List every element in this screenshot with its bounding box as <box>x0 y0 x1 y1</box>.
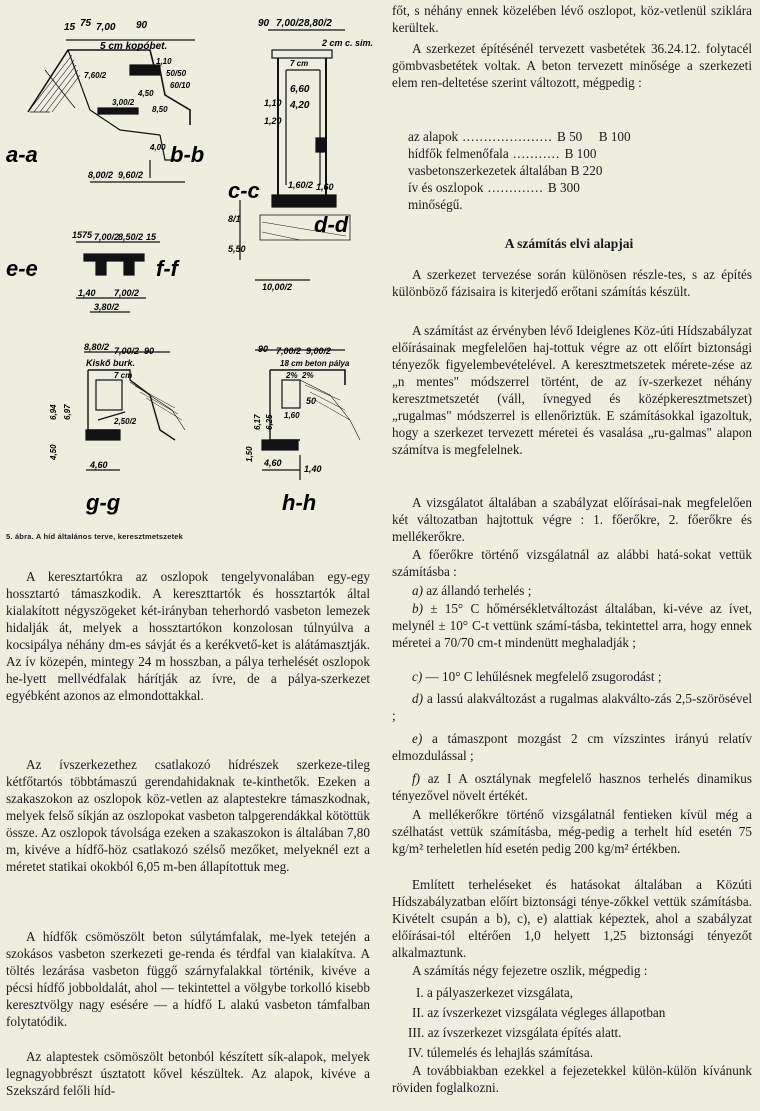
paragraph <box>6 928 370 1030</box>
chapter-text: túlemelés és lehajlás számítása. <box>426 1045 594 1060</box>
dim-label: 75 <box>80 18 92 29</box>
section-label-h: h-h <box>282 490 317 515</box>
dim-label: Kiskő burk. <box>86 358 136 368</box>
paragraph-text: A szerkezet építésénél tervezett vasbetétek 36.24.12. folytacél gömbvasbetétek voltak. A beton tervezett minősége a szerkezeti elem ren-deltetése szerint változott, mégpedig : <box>392 41 752 90</box>
dim-label: 6,60 <box>290 84 310 95</box>
dim-label: 1,20 <box>264 116 282 126</box>
paragraph-text: A mellékerőkre történő vizsgálatnál fentieken kívül még a szélhatást vettük számításba, még-pedig a terhelt híd esetén 75 kg/m² terheletlen híd esetén pedig 200 kg/m² értékben. <box>392 807 752 856</box>
list-text: az állandó terhelés ; <box>426 583 532 598</box>
dim-label: 15 <box>64 22 76 33</box>
grade-value: B 100 <box>564 146 597 161</box>
paragraph <box>392 962 752 979</box>
section-label-e: e-e <box>6 256 38 281</box>
dim-label: 1,60 <box>284 411 300 420</box>
paragraph <box>392 40 752 91</box>
dim-label: 90 <box>136 20 148 31</box>
paragraph-text: A számítást az érvényben lévő Ideiglenes Köz-úti Hídszabályzat előírásainak megfelelően haj-tottuk végre az ott előírt biztonsági tényezők figyelembevételével. A keresztmetszetek mérete-zése az „n mentes" módszerrel történt, de az ív-szerkezet néhány keresztmetszetét (váll, ívnegyed és középkeresztmetszet) „rugalmas" módszerrel is ellenőriztük. E számításokkal igazoltuk, hogy a szerkezet tervezett méretei és vasalása „ru-galmas" alapon számítva is megfelelnek. <box>392 323 752 457</box>
list-item <box>392 668 752 685</box>
list-text: a lassú alakváltozást a rugalmas alakválto-zás 2,5-szörösével ; <box>392 691 753 723</box>
dim-label: 90 <box>258 18 270 29</box>
dim-label: 8/1 <box>228 214 241 224</box>
list-text: a támaszpont mozgást 2 cm vízszintes irányú relatív elmozdulással ; <box>392 731 752 763</box>
dim-label: 50 <box>306 396 317 406</box>
dim-label: 7,00/2 <box>94 232 120 242</box>
paragraph <box>6 1048 370 1099</box>
dim-label: 2 cm c. sim. <box>322 38 374 48</box>
dim-label: 9,00/2 <box>306 346 332 356</box>
dim-label: 8,80/2 <box>84 342 110 352</box>
paragraph-text: Az alaptestek csömöszölt betonból készített sík-alapok, melyek legnagyobbrészt úsztatott kővel készültek. Az alapok, kivéve a Szekszárd felőli híd- <box>6 1049 370 1098</box>
dim-label: 7,00 <box>96 22 116 33</box>
dim-label: 4,60 <box>264 458 282 468</box>
paragraph <box>392 876 752 961</box>
cross-section-figure <box>0 0 378 560</box>
dim-label: 90 <box>144 346 155 356</box>
dim-label: 1,50 <box>245 446 254 462</box>
chapter-item <box>408 1024 621 1041</box>
cross-section-drawing <box>0 0 378 530</box>
dim-label: 4,50 <box>138 89 154 98</box>
dim-label: 60/10 <box>170 81 191 90</box>
dim-label: 50/50 <box>166 69 187 78</box>
list-key: f) <box>412 771 421 786</box>
grade-name: az alapok <box>408 129 459 144</box>
list-item <box>392 770 752 804</box>
dim-label: 18 cm beton pálya <box>280 359 350 368</box>
grade-row: ív és oszlopok ............. B 300 <box>408 180 580 195</box>
list-key: c) <box>412 669 423 684</box>
dim-label: 7,60/2 <box>84 71 107 80</box>
list-key: e) <box>412 731 423 746</box>
list-text: az I A osztálynak megfelelő hasznos terhelés dinamikus tényezővel növelt értékét. <box>392 771 752 803</box>
chapter-item <box>408 1044 593 1061</box>
paragraph-text: A vizsgálatot általában a szabályzat előírásai-nak megfelelően két változatban hajtottuk végre : 1. főerőkre, 2. főerőkre és mellékerőkre. <box>392 495 752 544</box>
paragraph-text: Az ívszerkezethez csatlakozó hídrészek szerkeze-tileg kétfőtartós többtámaszú gerendahidaknak te-kinthetők. Ezeken a szakaszokon az oszlopok köz-vetlen az alaptestekre támaszkodnak, melyek felső síkján az oszlopokat vasbeton talpgerendákkal kötöttük össze. Az oszlopok távolsága ezeken a szakaszokon is általában 7,80 m, kivéve a hídfő-höz csatlakozó szélső mezőket, melyeknél ezt a méretet statikai okokból 6,05 m-ben állapítottuk meg. <box>6 757 370 874</box>
dim-label: 2,50/2 <box>114 417 137 426</box>
dim-label: 6,97 <box>63 404 72 420</box>
paragraph-text: A főerőkre történő vizsgálatnál az alábbi hatá-sokat vettük számításba : <box>392 547 752 579</box>
dim-label: 8,80/2 <box>304 18 332 29</box>
dim-label: 7,00/2 <box>114 288 140 298</box>
paragraph-text: A keresztartókra az oszlopok tengelyvonalában egy-egy hossztartó támaszkodik. A kereszttartók és hossztartók által kialakított négyszögeket két-irányban teherhordó vasbeton lemezek hidalják át, melyek a hossztartókon konzolosan túlnyúlva a kocsipálya néhány dm-es sávját és a kerékvető-ket is alátámasztják. Az ív közepén, mintegy 24 m hosszban, a pálya terhelését oszlopok he-lyett mellvédfalak hárítják az ívre, de a pálya-szerkezet egyébként azonos az elmondottakkal. <box>6 569 370 703</box>
list-key: d) <box>412 691 423 706</box>
list-item <box>392 600 752 651</box>
section-label-f: f-f <box>156 256 178 281</box>
section-heading: A számítás elvi alapjai <box>504 236 634 251</box>
list-item <box>392 690 752 724</box>
grade-row: az alapok ..................... B 50 B 100 <box>408 129 631 144</box>
dim-label: 5 cm kopóbet. <box>100 41 168 52</box>
paragraph <box>392 266 752 300</box>
paragraph <box>6 756 370 875</box>
paragraph <box>392 322 752 458</box>
dim-label: 75 <box>82 230 93 240</box>
dim-label: 90 <box>258 344 269 354</box>
dim-label: 8,50 <box>152 105 168 114</box>
dim-label: 1,40 <box>304 464 322 474</box>
chapter-text: az ívszerkezet vizsgálata építés alatt. <box>427 1025 622 1040</box>
dim-label: 15 <box>72 230 83 240</box>
grade-name: hídfők felmenőfala <box>408 146 509 161</box>
dim-label: 1,10 <box>264 98 282 108</box>
grade-row: hídfők felmenőfala ........... B 100 <box>408 146 597 161</box>
paragraph-text: A továbbiakban ezekkel a fejezetekkel külön-külön kívánunk röviden foglalkozni. <box>392 1063 752 1095</box>
chapter-key: I. <box>416 985 424 1000</box>
chapter-text: a pályaszerkezet vizsgálata, <box>427 985 574 1000</box>
paragraph <box>392 1062 752 1096</box>
list-text: — 10° C lehűlésnek megfelelő zsugorodást ; <box>425 669 662 684</box>
paragraph <box>6 568 370 704</box>
figure-caption: 5. ábra. A híd általános terve, keresztmetszetek <box>6 532 184 541</box>
dim-label: 4,60 <box>90 460 108 470</box>
dim-label: 1,10 <box>156 57 172 66</box>
paragraph-text: A számítás négy fejezetre oszlik, mégpedig : <box>412 963 648 978</box>
dim-label: 1,60 <box>316 182 334 192</box>
dim-label: 1,40 <box>78 288 96 298</box>
paragraph-text: A hídfők csömöszölt beton súlytámfalak, me-lyek tetején a szokásos vasbeton szerkezeti ge-renda és térdfal van kialakítva. A töltés lezárása vasbeton függő szárnyfalakkal történik, kivéve a pécsi hídfő jobboldalát, ahol — tekintettel a völgybe torkolló kisebb keresztvölgy nagy esésére — a hídfő L alakú vasbeton támfalban folytatódik. <box>6 929 370 1029</box>
dim-label: 7,00/2 <box>276 18 304 29</box>
grade-value: B 50 <box>556 129 583 144</box>
list-item <box>392 582 752 599</box>
chapter-key: III. <box>408 1025 425 1040</box>
dim-label: 3,80/2 <box>94 302 120 312</box>
section-label-d: d-d <box>314 212 349 237</box>
dim-label: 10,00/2 <box>262 282 293 292</box>
chapter-text: az ívszerkezet vizsgálata végleges állapotban <box>427 1005 666 1020</box>
grade-name: vasbetonszerkezetek általában <box>408 163 568 178</box>
grade-row <box>408 162 602 179</box>
dim-label: 1,60/2 <box>288 180 314 190</box>
section-label-a: a-a <box>6 142 38 167</box>
section-label-b: b-b <box>170 142 205 167</box>
chapter-key: IV. <box>408 1045 424 1060</box>
dim-label: 4,00 <box>150 143 166 152</box>
chapter-item <box>416 984 573 1001</box>
dim-label: 7 cm <box>114 371 133 380</box>
chapter-item <box>412 1004 665 1021</box>
dim-label: 6,25 <box>265 414 274 430</box>
dim-label: 7,00/2 <box>276 346 302 356</box>
section-label-g: g-g <box>86 490 121 515</box>
list-key: a) <box>412 583 423 598</box>
dim-label: 7,00/2 <box>114 346 140 356</box>
dim-label: 4,50 <box>49 444 58 460</box>
paragraph <box>392 494 752 545</box>
list-item <box>392 730 752 764</box>
dim-label: 6,94 <box>49 404 58 420</box>
dim-label: 9,60/2 <box>118 170 144 180</box>
dim-label: 2% <box>302 371 314 380</box>
dim-label: 15 <box>146 232 157 242</box>
grade-value: B 300 <box>547 180 580 195</box>
list-key: b) <box>412 601 423 616</box>
dim-label: 8,00/2 <box>88 170 114 180</box>
paragraph-text: A szerkezet tervezése során különösen részle-tes, s az építés különböző fázisaira is kiterjedő erőtani számítás készült. <box>392 267 752 299</box>
dim-label: 8,50/2 <box>118 232 144 242</box>
grade-value: B 220 <box>570 163 603 178</box>
dim-label: 2% <box>286 371 298 380</box>
list-text: ± 15° C hőmérsékletváltozást általában, ki-véve az ívet, melynél ± 10° C-t vettünk számí-tásba, tekintettel arra, hogy ennek méretei a 70/70 cm-t mindenütt meghaladják ; <box>392 601 752 650</box>
grade-tail: minőségű. <box>408 197 463 212</box>
paragraph: főt, s néhány ennek közelében lévő oszlopot, köz-vetlenül sziklára kerültek. <box>392 3 752 35</box>
grade-name: ív és oszlopok <box>408 180 484 195</box>
chapter-key: II. <box>412 1005 425 1020</box>
dim-label: 6,17 <box>253 414 262 430</box>
paragraph-text: Említett terheléseket és hatásokat általában a Közúti Hídszabályzatban előírt biztonsági ténye-zőkkel vettük számításba. Kivételt csupán a b), c), e) alattiak képeztek, ahol a szabályzat előírásai-tól eltérően 1,0 helyett 1,25 biztonsági tényezőt alkalmaztunk. <box>392 877 752 960</box>
grade-value: B 100 <box>598 129 631 144</box>
section-label-c: c-c <box>228 178 260 203</box>
dim-label: 7 cm <box>290 59 309 68</box>
dim-label: 5,50 <box>228 244 246 254</box>
dim-label: 3,00/2 <box>112 98 135 107</box>
paragraph <box>392 546 752 580</box>
dim-label: 4,20 <box>290 100 310 111</box>
paragraph <box>392 806 752 857</box>
